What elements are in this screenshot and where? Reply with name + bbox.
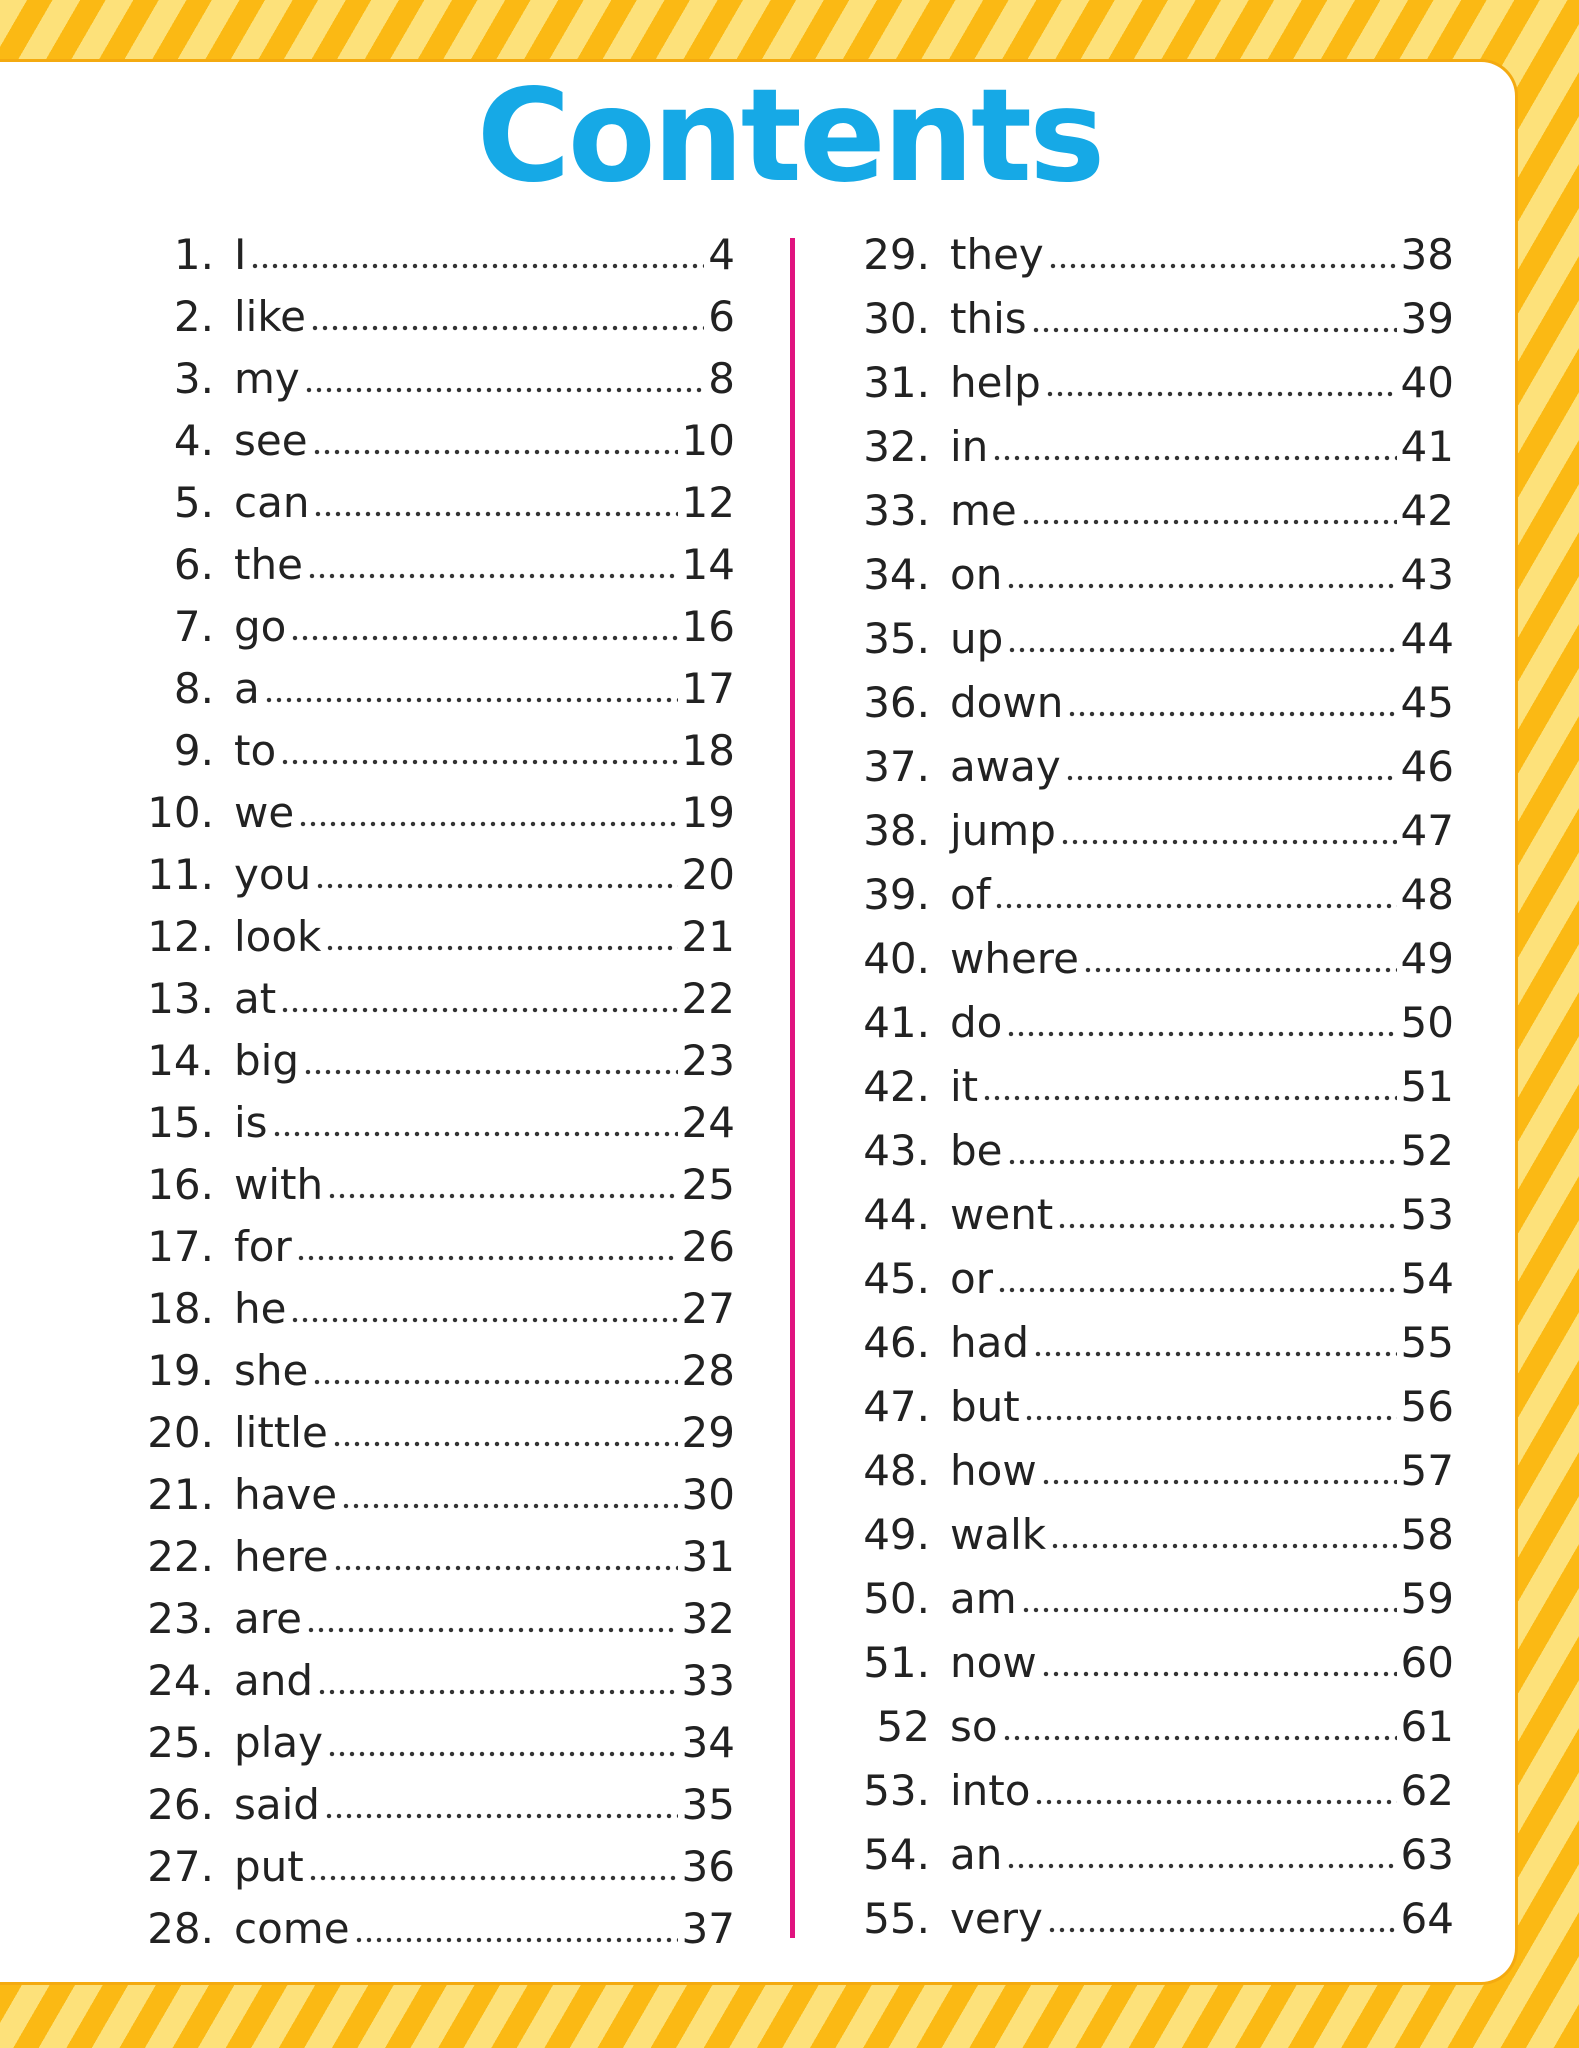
entry-word: play [234, 1718, 323, 1767]
entry-word: he [234, 1284, 287, 1333]
entry-word: I [234, 230, 247, 279]
dot-leader [306, 1627, 678, 1633]
entry-number: 39. [863, 870, 930, 919]
entry-number: 9. [173, 726, 214, 775]
entry-number: 28. [147, 1904, 214, 1953]
dot-leader [1021, 519, 1397, 525]
dot-leader [1021, 1607, 1397, 1613]
entry-word: so [950, 1702, 998, 1751]
toc-entry [110, 230, 735, 292]
entry-number: 3. [173, 354, 214, 403]
entry-page-number: 24 [681, 1098, 735, 1147]
dot-leader [312, 1379, 677, 1385]
entry-number: 25. [147, 1718, 214, 1767]
entry-word: for [234, 1222, 292, 1271]
dot-leader [290, 635, 677, 641]
entry-number: 15. [147, 1098, 214, 1147]
entry-word: how [950, 1446, 1037, 1495]
entry-number: 36. [863, 678, 930, 727]
entry-page-number: 44 [1400, 614, 1454, 663]
dot-leader [1006, 1031, 1396, 1037]
entry-word: me [950, 486, 1017, 535]
entry-number: 23. [147, 1594, 214, 1643]
entry-page-number: 37 [681, 1904, 735, 1953]
dot-leader [308, 1875, 678, 1881]
entry-page-number: 14 [681, 540, 735, 589]
toc-entry [110, 478, 735, 540]
entry-word: went [950, 1190, 1054, 1239]
entry-number: 22. [147, 1532, 214, 1581]
toc-entry [826, 1894, 1454, 1958]
entry-number: 32. [863, 422, 930, 471]
entry-number: 50. [863, 1574, 930, 1623]
entry-word: can [234, 478, 310, 527]
dot-leader [324, 1813, 678, 1819]
entry-word: like [234, 292, 307, 341]
toc-entry [826, 1638, 1454, 1702]
entry-page-number: 51 [1400, 1062, 1454, 1111]
entry-number: 24. [147, 1656, 214, 1705]
dot-leader [264, 697, 678, 703]
dot-leader [1041, 1671, 1397, 1677]
entry-word: said [234, 1780, 320, 1829]
entry-number: 33. [863, 486, 930, 535]
entry-number: 4. [173, 416, 214, 465]
entry-number: 55. [863, 1894, 930, 1943]
entry-word: am [950, 1574, 1017, 1623]
toc-entry [110, 726, 735, 788]
entry-word: and [234, 1656, 314, 1705]
toc-entry [110, 788, 735, 850]
dot-leader [1002, 1735, 1397, 1741]
entry-number: 47. [863, 1382, 930, 1431]
entry-number: 19. [147, 1346, 214, 1395]
entry-word: an [950, 1830, 1003, 1879]
entry-word: on [950, 550, 1003, 599]
entry-page-number: 57 [1400, 1446, 1454, 1495]
toc-entry [826, 422, 1454, 486]
toc-entry [826, 550, 1454, 614]
entry-page-number: 56 [1400, 1382, 1454, 1431]
dot-leader [1065, 775, 1397, 781]
entry-word: the [234, 540, 303, 589]
dot-leader [304, 387, 704, 393]
toc-entry [110, 1160, 735, 1222]
entry-number: 44. [863, 1190, 930, 1239]
dot-leader [1050, 1543, 1396, 1549]
entry-word: come [234, 1904, 350, 1953]
dot-leader [1067, 711, 1396, 717]
entry-word: down [950, 678, 1064, 727]
dot-leader [327, 1193, 677, 1199]
dot-leader [1031, 327, 1397, 333]
entry-number: 26. [147, 1780, 214, 1829]
entry-number: 27. [147, 1842, 214, 1891]
entry-word: but [950, 1382, 1020, 1431]
dot-leader [1047, 1927, 1397, 1933]
entry-word: where [950, 934, 1079, 983]
entry-word: have [234, 1470, 338, 1519]
toc-entry [826, 294, 1454, 358]
toc-entry [826, 870, 1454, 934]
entry-word: she [234, 1346, 309, 1395]
entry-word: away [950, 742, 1061, 791]
entry-number: 51. [863, 1638, 930, 1687]
entry-page-number: 10 [681, 416, 735, 465]
toc-entry [110, 1532, 735, 1594]
toc-entry [826, 1510, 1454, 1574]
entry-word: put [234, 1842, 304, 1891]
entry-word: walk [950, 1510, 1047, 1559]
toc-entry [110, 664, 735, 726]
page-title: Contents [476, 62, 1103, 211]
entry-page-number: 39 [1400, 294, 1454, 343]
entry-page-number: 12 [681, 478, 735, 527]
dot-leader [280, 1007, 677, 1013]
entry-page-number: 49 [1400, 934, 1454, 983]
entry-page-number: 55 [1400, 1318, 1454, 1367]
entry-page-number: 40 [1400, 358, 1454, 407]
entry-word: had [950, 1318, 1030, 1367]
entry-number: 30. [863, 294, 930, 343]
toc-entry [110, 1718, 735, 1780]
toc-entry [826, 934, 1454, 998]
dot-leader [303, 1069, 678, 1075]
dot-leader [313, 511, 677, 517]
entry-page-number: 64 [1400, 1894, 1454, 1943]
entry-word: big [234, 1036, 299, 1085]
dot-leader [1007, 1159, 1397, 1165]
entry-number: 7. [173, 602, 214, 651]
entry-page-number: 59 [1400, 1574, 1454, 1623]
entry-page-number: 38 [1400, 230, 1454, 279]
entry-page-number: 26 [681, 1222, 735, 1271]
entry-word: you [234, 850, 312, 899]
entry-word: of [950, 870, 991, 919]
dot-leader [333, 1565, 678, 1571]
entry-number: 43. [863, 1126, 930, 1175]
entry-number: 6. [173, 540, 214, 589]
entry-word: a [234, 664, 260, 713]
dot-leader [1045, 391, 1397, 397]
entry-page-number: 17 [681, 664, 735, 713]
toc-entry [826, 806, 1454, 870]
entry-number: 18. [147, 1284, 214, 1333]
entry-word: it [950, 1062, 979, 1111]
dot-leader [994, 903, 1396, 909]
toc-entry [110, 1408, 735, 1470]
entry-page-number: 50 [1400, 998, 1454, 1047]
entry-number: 35. [863, 614, 930, 663]
toc-entry [110, 1284, 735, 1346]
toc-entry [110, 1346, 735, 1408]
entry-word: in [950, 422, 989, 471]
entry-number: 11. [147, 850, 214, 899]
entry-word: this [950, 294, 1027, 343]
dot-leader [1006, 1863, 1396, 1869]
dot-leader [341, 1503, 677, 1509]
toc-entry [110, 1656, 735, 1718]
entry-page-number: 60 [1400, 1638, 1454, 1687]
toc-entry [826, 1254, 1454, 1318]
dot-leader [982, 1095, 1396, 1101]
toc-entry [826, 1126, 1454, 1190]
entry-word: now [950, 1638, 1037, 1687]
toc-entry [826, 742, 1454, 806]
entry-number: 41. [863, 998, 930, 1047]
entry-number: 2. [173, 292, 214, 341]
toc-entry [826, 1190, 1454, 1254]
entry-number: 17. [147, 1222, 214, 1271]
dot-leader [1041, 1479, 1397, 1485]
entry-page-number: 46 [1400, 742, 1454, 791]
dot-leader [1006, 583, 1396, 589]
entry-word: are [234, 1594, 302, 1643]
entry-page-number: 27 [681, 1284, 735, 1333]
entry-word: little [234, 1408, 328, 1457]
toc-entry [826, 1318, 1454, 1382]
entry-word: help [950, 358, 1041, 407]
dot-leader [997, 1287, 1397, 1293]
entry-number: 49. [863, 1510, 930, 1559]
toc-entry [826, 1702, 1454, 1766]
dot-leader [1083, 967, 1397, 973]
entry-number: 8. [173, 664, 214, 713]
toc-entry [110, 1222, 735, 1284]
entry-page-number: 43 [1400, 550, 1454, 599]
entry-page-number: 35 [681, 1780, 735, 1829]
entry-word: to [234, 726, 277, 775]
toc-entry [110, 1098, 735, 1160]
entry-word: is [234, 1098, 268, 1147]
entry-page-number: 34 [681, 1718, 735, 1767]
toc-entry [826, 358, 1454, 422]
entry-page-number: 21 [681, 912, 735, 961]
toc-entry [110, 1594, 735, 1656]
entry-number: 21. [147, 1470, 214, 1519]
entry-page-number: 23 [681, 1036, 735, 1085]
toc-entry [826, 678, 1454, 742]
dot-leader [1024, 1415, 1397, 1421]
entry-word: very [950, 1894, 1043, 1943]
dot-leader [290, 1317, 677, 1323]
dot-leader [317, 1689, 678, 1695]
entry-word: we [234, 788, 295, 837]
entry-word: see [234, 416, 308, 465]
dot-leader [327, 1751, 678, 1757]
entry-number: 46. [863, 1318, 930, 1367]
entry-word: go [234, 602, 287, 651]
dot-leader [280, 759, 677, 765]
entry-number: 16. [147, 1160, 214, 1209]
entry-number: 20. [147, 1408, 214, 1457]
entry-page-number: 62 [1400, 1766, 1454, 1815]
entry-number: 38. [863, 806, 930, 855]
dot-leader [1060, 839, 1397, 845]
contents-column-right [826, 230, 1454, 1958]
dot-leader [332, 1441, 678, 1447]
entry-page-number: 31 [681, 1532, 735, 1581]
dot-leader [312, 449, 678, 455]
dot-leader [307, 573, 678, 579]
dot-leader [992, 455, 1396, 461]
entry-page-number: 6 [708, 292, 735, 341]
entry-page-number: 20 [681, 850, 735, 899]
dot-leader [1033, 1351, 1397, 1357]
entry-number: 29. [863, 230, 930, 279]
toc-entry [826, 614, 1454, 678]
entry-word: be [950, 1126, 1003, 1175]
dot-leader [1007, 647, 1396, 653]
column-divider [790, 238, 795, 1938]
entry-word: jump [950, 806, 1056, 855]
entry-number: 14. [147, 1036, 214, 1085]
toc-entry [110, 540, 735, 602]
entry-page-number: 29 [681, 1408, 735, 1457]
toc-entry [110, 850, 735, 912]
entry-number: 5. [173, 478, 214, 527]
toc-entry [110, 1470, 735, 1532]
dot-leader [272, 1131, 678, 1137]
dot-leader [296, 1255, 678, 1261]
contents-column-left [110, 230, 735, 1966]
toc-entry [110, 602, 735, 664]
dot-leader [298, 821, 677, 827]
entry-word: look [234, 912, 322, 961]
entry-number: 13. [147, 974, 214, 1023]
entry-page-number: 8 [708, 354, 735, 403]
entry-word: my [234, 354, 300, 403]
toc-entry [110, 1036, 735, 1098]
toc-entry [110, 1780, 735, 1842]
dot-leader [1034, 1799, 1396, 1805]
toc-entry [110, 416, 735, 478]
toc-entry [826, 1382, 1454, 1446]
dot-leader [354, 1937, 678, 1943]
entry-number: 54. [863, 1830, 930, 1879]
entry-page-number: 30 [681, 1470, 735, 1519]
toc-entry [826, 998, 1454, 1062]
entry-number: 45. [863, 1254, 930, 1303]
dot-leader [315, 883, 677, 889]
entry-page-number: 19 [681, 788, 735, 837]
entry-number: 40. [863, 934, 930, 983]
entry-page-number: 45 [1400, 678, 1454, 727]
toc-entry [826, 1830, 1454, 1894]
toc-entry [826, 1446, 1454, 1510]
toc-entry [826, 1062, 1454, 1126]
entry-word: up [950, 614, 1004, 663]
entry-page-number: 41 [1400, 422, 1454, 471]
entry-page-number: 47 [1400, 806, 1454, 855]
entry-word: into [950, 1766, 1031, 1815]
dot-leader [1048, 263, 1397, 269]
entry-word: they [950, 230, 1044, 279]
entry-page-number: 28 [681, 1346, 735, 1395]
entry-word: do [950, 998, 1003, 1047]
toc-entry [110, 1904, 735, 1966]
entry-page-number: 33 [681, 1656, 735, 1705]
entry-page-number: 48 [1400, 870, 1454, 919]
entry-number: 34. [863, 550, 930, 599]
entry-page-number: 25 [681, 1160, 735, 1209]
entry-page-number: 36 [681, 1842, 735, 1891]
entry-page-number: 63 [1400, 1830, 1454, 1879]
toc-entry [110, 354, 735, 416]
entry-number: 1. [173, 230, 214, 279]
entry-page-number: 53 [1400, 1190, 1454, 1239]
toc-entry [826, 486, 1454, 550]
toc-entry [826, 1574, 1454, 1638]
dot-leader [325, 945, 677, 951]
entry-page-number: 32 [681, 1594, 735, 1643]
toc-entry [110, 974, 735, 1036]
entry-word: or [950, 1254, 993, 1303]
toc-entry [826, 1766, 1454, 1830]
entry-word: here [234, 1532, 329, 1581]
entry-page-number: 52 [1400, 1126, 1454, 1175]
entry-number: 52 [876, 1702, 930, 1751]
toc-entry [826, 230, 1454, 294]
dot-leader [250, 263, 704, 269]
entry-page-number: 18 [681, 726, 735, 775]
entry-number: 10. [147, 788, 214, 837]
dot-leader [1057, 1223, 1396, 1229]
entry-word: at [234, 974, 277, 1023]
entry-page-number: 58 [1400, 1510, 1454, 1559]
entry-page-number: 61 [1400, 1702, 1454, 1751]
entry-number: 53. [863, 1766, 930, 1815]
entry-page-number: 54 [1400, 1254, 1454, 1303]
entry-number: 37. [863, 742, 930, 791]
entry-number: 48. [863, 1446, 930, 1495]
toc-entry [110, 912, 735, 974]
dot-leader [310, 325, 704, 331]
toc-entry [110, 1842, 735, 1904]
entry-number: 31. [863, 358, 930, 407]
entry-page-number: 4 [708, 230, 735, 279]
entry-number: 12. [147, 912, 214, 961]
entry-page-number: 22 [681, 974, 735, 1023]
entry-page-number: 42 [1400, 486, 1454, 535]
entry-word: with [234, 1160, 324, 1209]
toc-entry [110, 292, 735, 354]
entry-number: 42. [863, 1062, 930, 1111]
entry-page-number: 16 [681, 602, 735, 651]
